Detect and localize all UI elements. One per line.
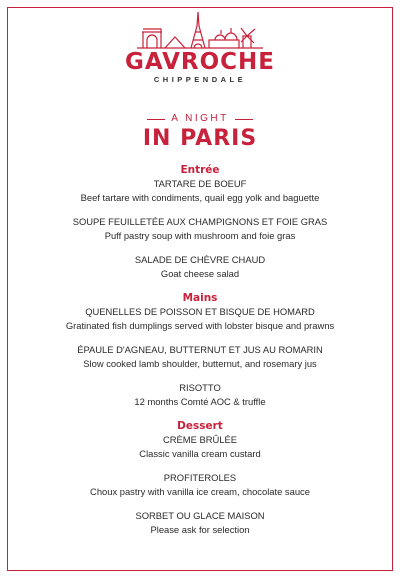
dish-description: Choux pastry with vanilla ice cream, chocolate sauce: [90, 485, 310, 497]
dish-description: 12 months Comté AOC & truffle: [134, 395, 266, 407]
dish-item: [0, 177, 400, 204]
logo: [0, 10, 400, 84]
dish-item: [0, 215, 400, 242]
dish-item: [0, 509, 400, 536]
dish-name: CRÈME BRÛLÉE: [163, 434, 237, 445]
paris-skyline-icon: [135, 10, 265, 50]
event-header: [0, 108, 400, 152]
dish-description: Classic vanilla cream custard: [139, 447, 261, 459]
dish-name: RISOTTO: [179, 382, 221, 393]
section-mains: [0, 291, 400, 408]
dish-description: Goat cheese salad: [160, 267, 240, 279]
dish-name: SOUPE FEUILLETÉE AUX CHAMPIGNONS ET FOIE GRAS: [72, 216, 328, 227]
dish-description: Beef tartare with condiments, quail egg yolk and baguette: [80, 191, 320, 203]
dish-name: ÉPAULE D'AGNEAU, BUTTERNUT ET JUS AU ROMARIN: [77, 344, 323, 355]
dish-name: SALADE DE CHÈVRE CHAUD: [134, 254, 266, 265]
dish-name: PROFITEROLES: [163, 472, 237, 483]
dish-name: SORBET OU GLACE MAISON: [135, 510, 265, 521]
brand-location: CHIPPENDALE: [153, 75, 247, 84]
event-title: IN PARIS: [142, 126, 258, 151]
dish-description: Slow cooked lamb shoulder, butternut, and rosemary jus: [83, 357, 317, 369]
section-title: Mains: [182, 292, 218, 304]
menu-list: [0, 163, 400, 536]
dish-item: [0, 381, 400, 408]
dish-item: [0, 305, 400, 332]
event-tagline: A NIGHT: [171, 113, 229, 124]
dish-item: [0, 433, 400, 460]
brand-name: GAVROCHE: [124, 49, 276, 75]
section-title: Entrée: [180, 164, 220, 176]
section-dessert: [0, 419, 400, 536]
dish-item: [0, 471, 400, 498]
section-entree: [0, 163, 400, 280]
dish-item: [0, 253, 400, 280]
dish-name: QUENELLES DE POISSON ET BISQUE DE HOMARD: [85, 306, 315, 317]
dish-description: Please ask for selection: [150, 523, 250, 535]
dish-description: Gratinated fish dumplings served with lobster bisque and prawns: [65, 319, 335, 331]
dish-description: Puff pastry soup with mushroom and foie gras: [104, 229, 296, 241]
section-title: Dessert: [177, 420, 223, 432]
dish-name: TARTARE DE BOEUF: [153, 178, 247, 189]
dish-item: [0, 343, 400, 370]
